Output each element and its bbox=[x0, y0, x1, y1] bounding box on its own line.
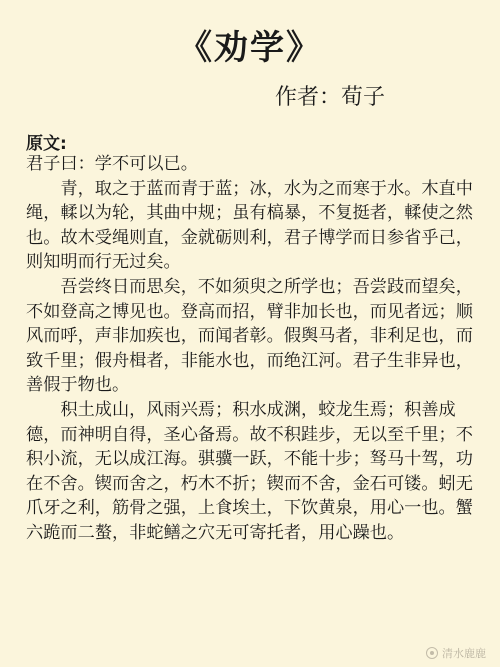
watermark bbox=[426, 645, 486, 661]
original-text-body bbox=[26, 152, 478, 546]
paragraph: 吾尝终日而思矣，不如须臾之所学也；吾尝跂而望矣，不如登高之博见也。登高而招，臂非加长也，而见者远；顺风而呼，声非加疾也，而闻者彰。假舆马者，非利足也，而致千里；假舟楫者，非能水也，而绝江河。君子生非异也，善假于物也。 bbox=[26, 276, 473, 396]
logo-circle-icon bbox=[426, 647, 438, 659]
paragraph: 青，取之于蓝而青于蓝；冰，水为之而寒于水。木直中绳，輮以为轮，其曲中规；虽有槁暴，不复挺者，輮使之然也。故木受绳则直，金就砺则利，君子博学而日参省乎己，则知明而行无过矣。 bbox=[26, 178, 473, 273]
watermark-text: 清水鹿鹿 bbox=[442, 647, 486, 660]
page-title: 《劝学》 bbox=[178, 28, 322, 68]
author-line: 作者：荀子 bbox=[275, 85, 386, 110]
section-label-original-text: 原文: bbox=[26, 134, 67, 154]
paragraph-opening: 君子曰：学不可以已。 bbox=[26, 154, 198, 174]
paragraph: 积土成山，风雨兴焉；积水成渊，蛟龙生焉；积善成德，而神明自得，圣心备焉。故不积跬步，无以至千里；不积小流，无以成江海。骐骥一跃，不能十步；驽马十驾，功在不舍。锲而舍之，朽木不折；锲而不舍，金石可镂。蚓无爪牙之利，筋骨之强，上食埃土，下饮黄泉，用心一也。蟹六跪而二螯，非蛇鳝之穴无可寄托者，用心躁也。 bbox=[26, 399, 473, 543]
